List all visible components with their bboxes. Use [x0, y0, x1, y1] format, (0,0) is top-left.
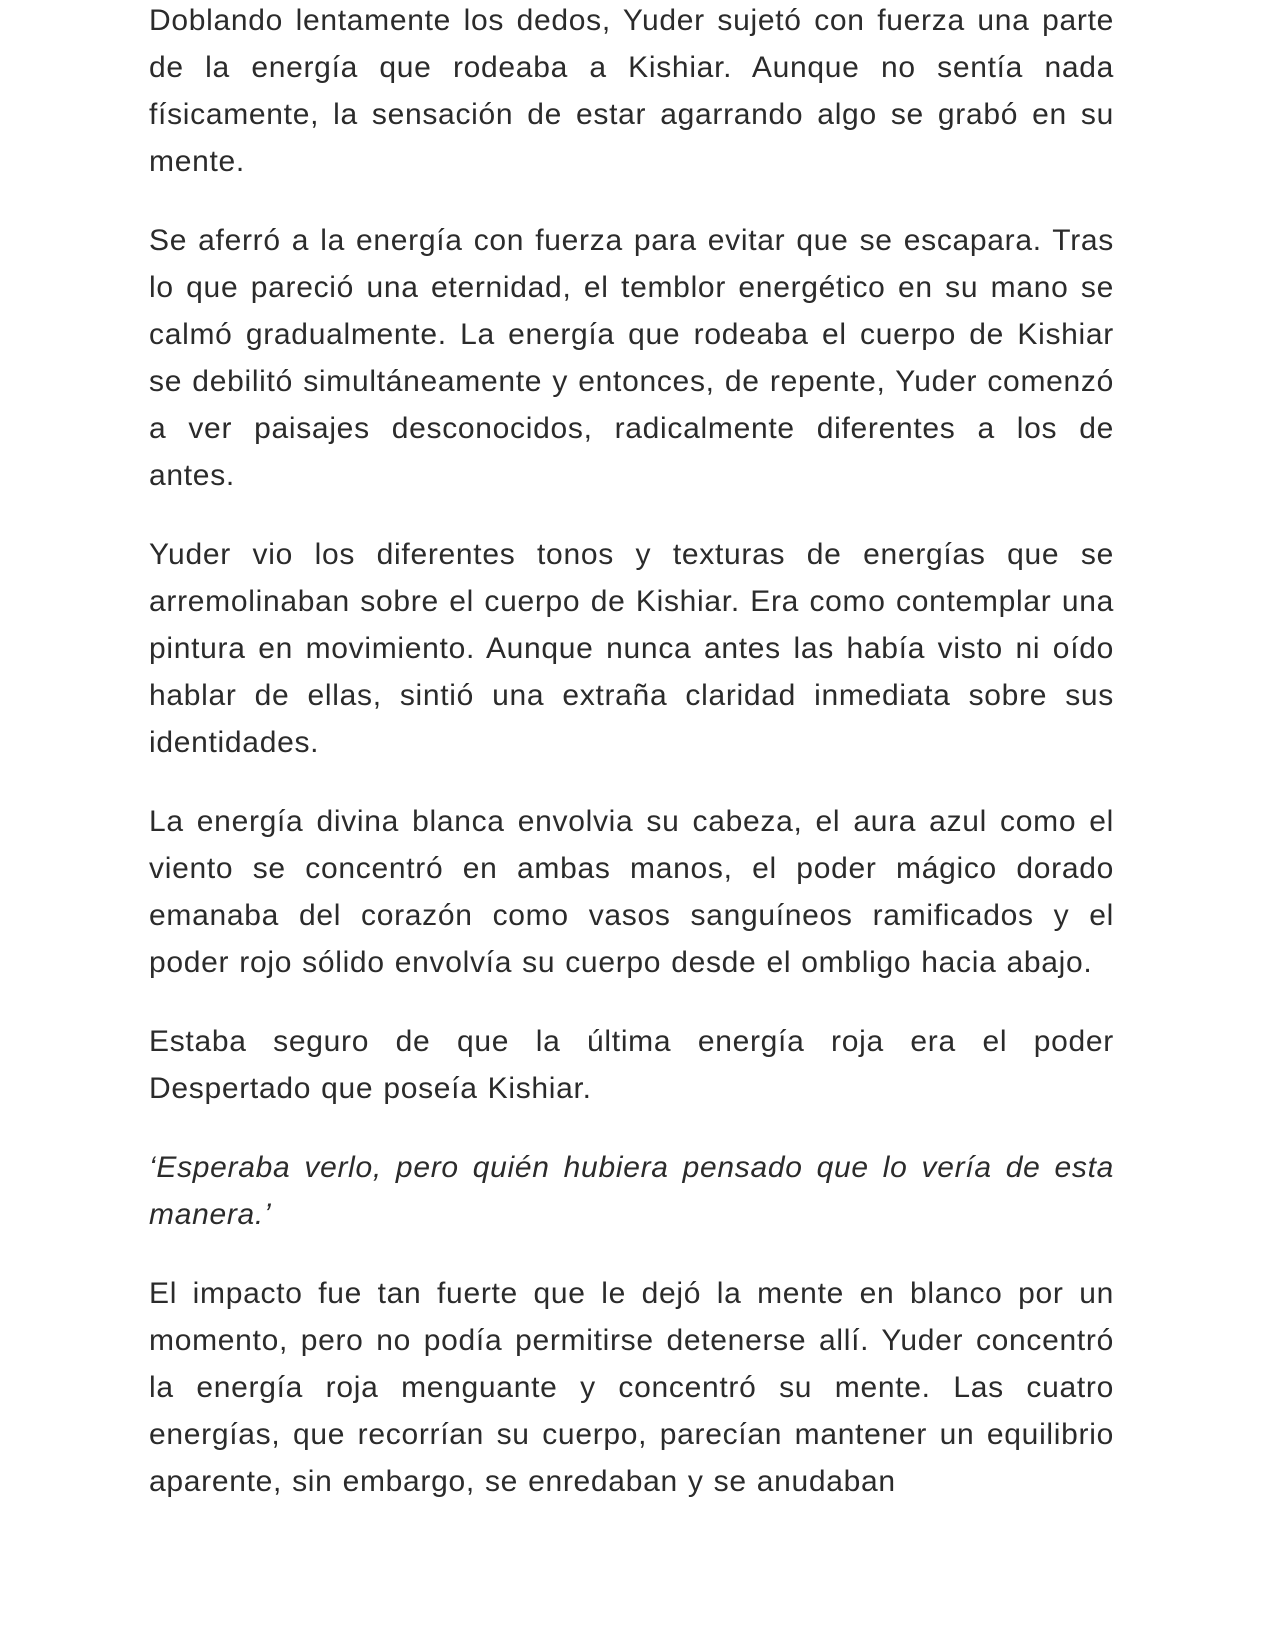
paragraph-1: Doblando lentamente los dedos, Yuder sujetó con fuerza una parte de la energía que rodeaba a Kishiar. Aunque no sentía nada físicamente, la sensación de estar agarrando algo se grabó en su mente.: [149, 4, 1114, 178]
paragraph-7: El impacto fue tan fuerte que le dejó la mente en blanco por un momento, pero no podía permitirse detenerse allí. Yuder concentró la energía roja menguante y concentró su mente. Las cuatro energías, que recorrían su cuerpo, parecían mantener un equilibrio aparente, sin embargo, se enredaban y se anudaban: [149, 1277, 1114, 1498]
paragraph-2: Se aferró a la energía con fuerza para evitar que se escapara. Tras lo que pareció una eternidad, el temblor energético en su mano se calmó gradualmente. La energía que rodeaba el cuerpo de Kishiar se debilitó simultáneamente y entonces, de repente, Yuder comenzó a ver paisajes desconocidos, radicalmente diferentes a los de antes.: [149, 224, 1114, 492]
paragraph-3: Yuder vio los diferentes tonos y texturas de energías que se arremolinaban sobre el cuerpo de Kishiar. Era como contemplar una pintura en movimiento. Aunque nunca antes las había visto ni oído hablar de ellas, sintió una extraña claridad inmediata sobre sus identidades.: [149, 538, 1114, 759]
paragraph-4: La energía divina blanca envolvia su cabeza, el aura azul como el viento se concentró en ambas manos, el poder mágico dorado emanaba del corazón como vasos sanguíneos ramificados y el poder rojo sólido envolvía su cuerpo desde el ombligo hacia abajo.: [149, 805, 1114, 979]
document-body: [149, 0, 1114, 1537]
paragraph-5: Estaba seguro de que la última energía roja era el poder Despertado que poseía Kishiar.: [149, 1025, 1114, 1105]
paragraph-thought-italic: ‘Esperaba verlo, pero quién hubiera pensado que lo vería de esta manera.’: [149, 1151, 1114, 1231]
